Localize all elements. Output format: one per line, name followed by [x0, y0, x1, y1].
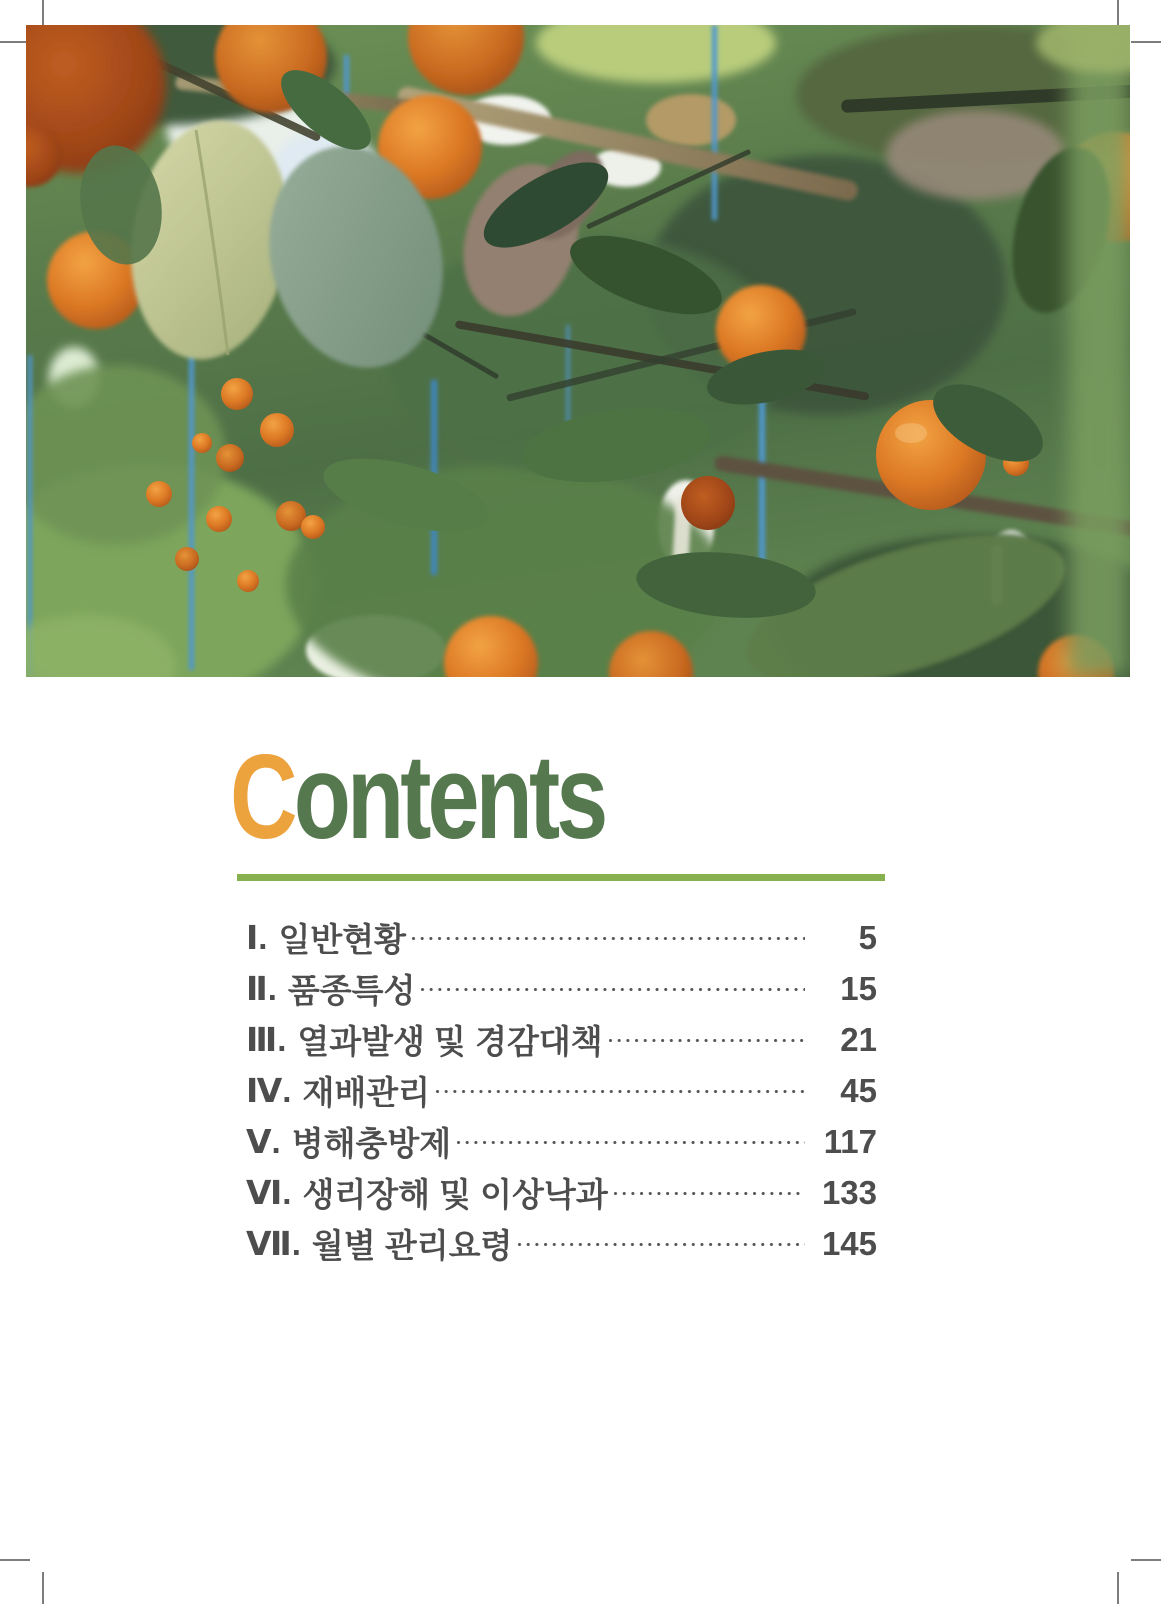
toc-dot-leader [456, 1140, 805, 1145]
toc-dot-leader [608, 1038, 805, 1043]
toc-item [246, 963, 877, 1014]
toc-item [246, 1167, 877, 1218]
toc-list [246, 912, 877, 1269]
title-initial: C [230, 730, 294, 864]
toc-item-numeral: Ⅲ. [246, 1021, 287, 1058]
crop-mark [1117, 0, 1119, 28]
toc-item-label: 생리장해 및 이상낙과 [302, 1176, 608, 1213]
toc-item-label: 열과발생 및 경감대책 [297, 1023, 603, 1060]
toc-item-label: 병해충방제 [291, 1125, 452, 1162]
page-title [230, 730, 605, 864]
toc-item-numeral: Ⅴ. [246, 1123, 281, 1160]
orchard-photo-art [26, 25, 1130, 677]
toc-item-label: 품종특성 [287, 972, 416, 1009]
crop-mark [0, 1559, 30, 1561]
toc-dot-leader [517, 1242, 805, 1247]
crop-mark [1131, 41, 1161, 43]
toc-item [246, 1014, 877, 1065]
toc-item-page: 21 [840, 1020, 877, 1058]
toc-item-page: 15 [840, 969, 877, 1007]
toc-dot-leader [420, 987, 805, 992]
title-rest: ontents [293, 730, 605, 864]
toc-item-numeral: Ⅰ. [246, 919, 268, 956]
toc-dot-leader [613, 1191, 805, 1196]
toc-item-page: 145 [821, 1224, 877, 1262]
toc-item-page: 133 [821, 1173, 877, 1211]
toc-item-label: 월별 관리요령 [311, 1227, 513, 1264]
crop-mark [1131, 1559, 1161, 1561]
toc-item-page: 45 [840, 1071, 877, 1109]
crop-mark [42, 0, 44, 28]
toc-dot-leader [411, 936, 805, 941]
toc-item [246, 1116, 877, 1167]
toc-item-numeral: Ⅱ. [246, 970, 277, 1007]
crop-mark [42, 1572, 44, 1604]
title-underline [237, 874, 885, 881]
toc-item [246, 1065, 877, 1116]
toc-item-numeral: Ⅳ. [246, 1072, 292, 1109]
crop-mark [1117, 1572, 1119, 1604]
toc-item-numeral: Ⅵ. [246, 1174, 292, 1211]
toc-item-numeral: Ⅶ. [246, 1225, 301, 1262]
orchard-photo [26, 25, 1130, 677]
toc-item-label: 재배관리 [302, 1074, 430, 1111]
toc-item [246, 1218, 877, 1269]
toc-item-page: 117 [823, 1122, 877, 1160]
toc-item [246, 912, 877, 963]
toc-item-label: 일반현황 [278, 921, 406, 958]
toc-dot-leader [435, 1089, 805, 1094]
toc-item-page: 5 [858, 918, 877, 956]
